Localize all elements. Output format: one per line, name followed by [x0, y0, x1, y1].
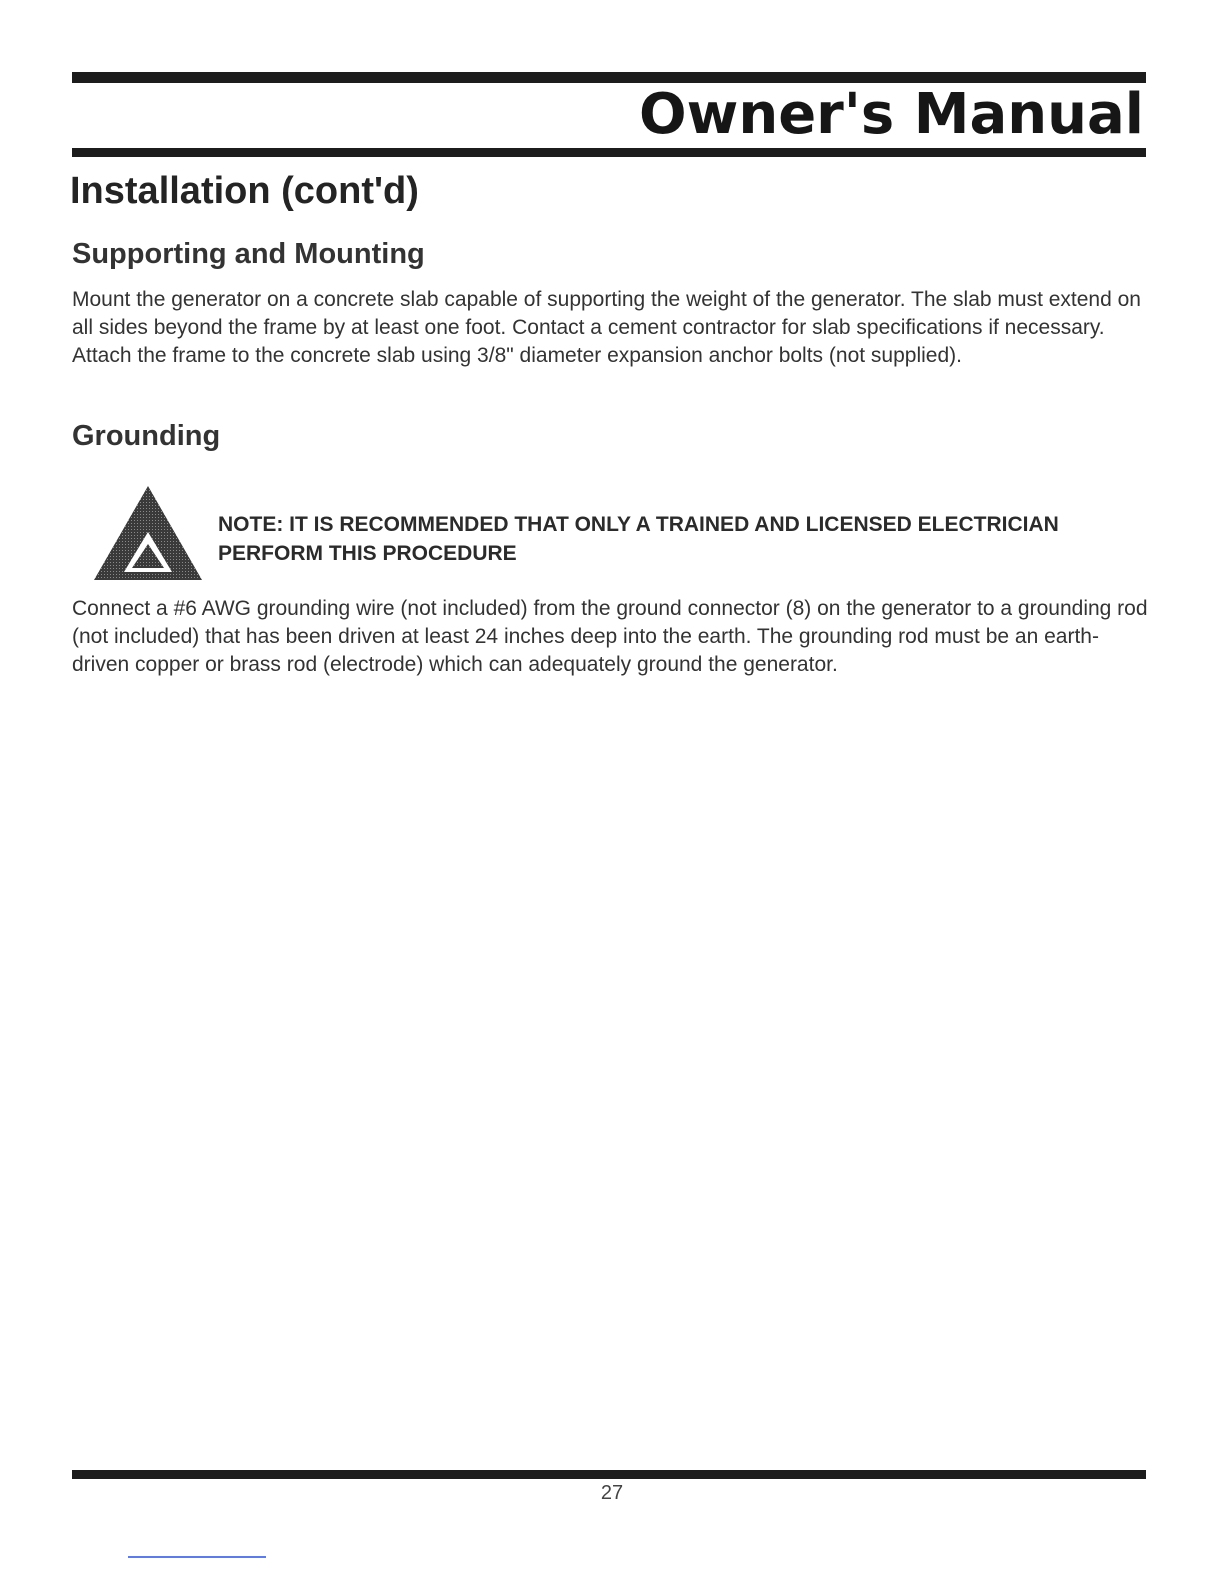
- footer-rule: [72, 1470, 1146, 1479]
- scan-underline-mark: [128, 1556, 266, 1558]
- page-number: 27: [600, 1482, 624, 1504]
- warning-triangle-icon: [92, 484, 204, 582]
- grounding-paragraph: Connect a #6 AWG grounding wire (not included) from the ground connector (8) on the generator to a grounding rod (not included) that has been driven at least 24 inches deep into the earth. The grounding rod must be an earth-driven copper or brass rod (electrode) which can adequately ground the generator.: [72, 597, 1148, 676]
- supporting-paragraph: Mount the generator on a concrete slab capable of supporting the weight of the generator. The slab must extend on all sides beyond the frame by at least one foot. Contact a cement contractor for slab specifications if necessary. Attach the frame to the concrete slab using 3/8" diameter expansion anchor bolts (not supplied).: [72, 288, 1141, 367]
- grounding-heading: Grounding: [72, 420, 221, 452]
- supporting-heading: Supporting and Mounting: [72, 238, 425, 270]
- manual-title: Owner's Manual: [638, 82, 1144, 147]
- header-bottom-rule: [72, 148, 1146, 157]
- warning-note: NOTE: IT IS RECOMMENDED THAT ONLY A TRAINED AND LICENSED ELECTRICIAN PERFORM THIS PROCEDURE: [218, 513, 1059, 565]
- section-title: Installation (cont'd): [70, 170, 419, 212]
